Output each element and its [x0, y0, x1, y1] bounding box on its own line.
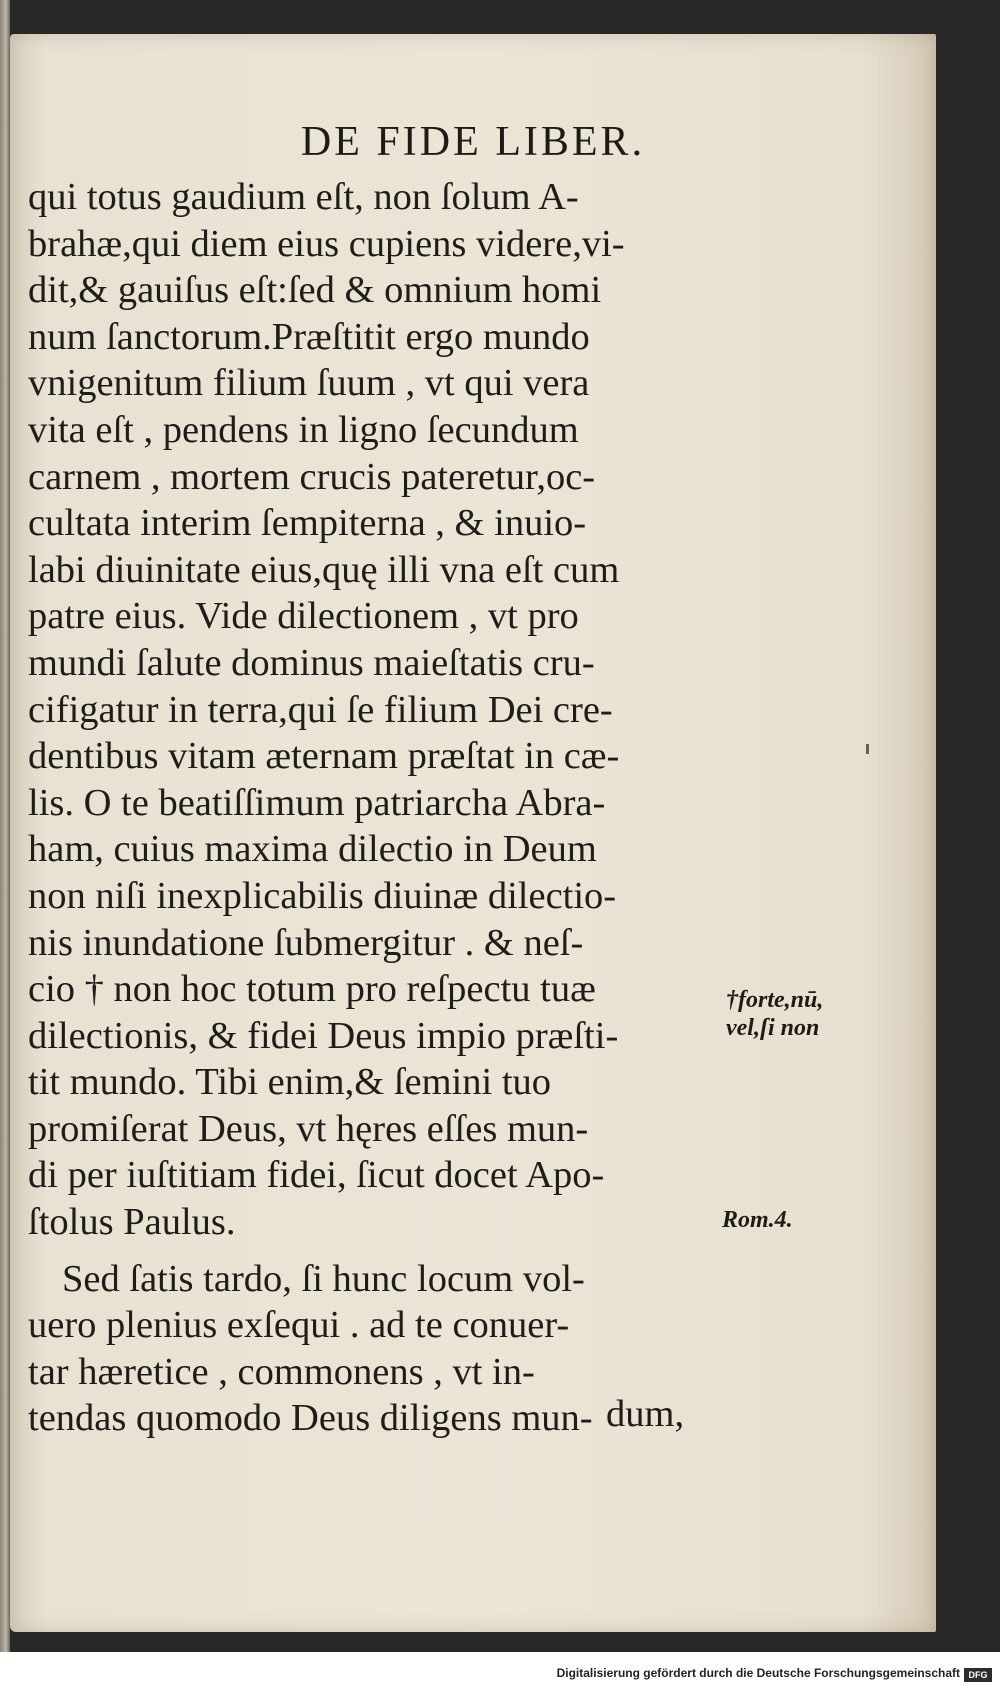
text-line: labi diuinitate eius,quę illi vna eſt cum: [28, 548, 620, 591]
text-line: uero plenius exſequi . ad te conuer-: [28, 1304, 570, 1347]
margin-note-variant: [726, 986, 823, 1042]
text-line: promiſerat Deus, vt hęres eſſes mun-: [28, 1107, 589, 1150]
text-line: cultata interim ſempiterna , & inuio-: [28, 502, 587, 545]
text-line: num ſanctorum.Præſtitit ergo mundo: [28, 315, 590, 358]
main-text: [28, 174, 748, 1442]
margin-note-line: vel,ſi non: [726, 1015, 820, 1041]
text-line: lis. O te beatiſſimum patriarcha Abra-: [28, 781, 606, 824]
text-line: dentibus vitam æternam præſtat in cæ-: [28, 735, 620, 778]
text-line: vnigenitum filium ſuum , vt qui vera: [28, 362, 590, 405]
text-line: ham, cuius maxima dilectio in Deum: [28, 828, 597, 871]
text-line: di per iuſtitiam fidei, ſicut docet Apo-: [28, 1154, 605, 1197]
text-line: carnem , mortem crucis pateretur,oc-: [28, 455, 596, 498]
ink-speck: [866, 744, 869, 754]
text-line: ſtolus Paulus.: [28, 1201, 236, 1244]
text-line: non niſi inexplicabilis diuinæ dilectio-: [28, 874, 617, 917]
margin-note-line: †forte,nū,: [726, 987, 824, 1013]
text-line: nis inundatione ſubmergitur . & neſ-: [28, 921, 584, 964]
text-line: brahæ,qui diem eius cupiens videre,vi-: [28, 222, 625, 265]
text-line: cifigatur in terra,qui ſe filium Dei cre-: [28, 688, 613, 731]
text-line: Sed ſatis tardo, ſi hunc locum vol-: [62, 1257, 585, 1300]
text-line: tar hæretice , commonens , vt in-: [28, 1350, 535, 1393]
text-line: vita eſt , pendens in ligno ſecundum: [28, 408, 579, 451]
book-edge: [0, 0, 10, 1652]
margin-note-reference: Rom.4.: [722, 1207, 793, 1233]
running-title: DE FIDE LIBER.: [300, 119, 646, 165]
text-line: mundi ſalute dominus maieſtatis cru-: [28, 641, 595, 684]
text-line: tendas quomodo Deus diligens mun-: [28, 1397, 593, 1440]
text-line: tit mundo. Tibi enim,& ſemini tuo: [28, 1061, 552, 1104]
dfg-logo: DFG: [964, 1668, 992, 1682]
text-line: dilectionis, & fidei Deus impio præſti-: [28, 1014, 619, 1057]
book-page: [10, 34, 936, 1632]
text-line: dit,& gauiſus eſt:ſed & omnium homi: [28, 269, 602, 312]
text-line: cio † non hoc totum pro reſpectu tuæ: [28, 968, 596, 1011]
catchword: dum,: [606, 1393, 685, 1435]
text-line: qui totus gaudium eſt, non ſolum A-: [28, 176, 579, 218]
funding-credit: Digitalisierung gefördert durch die Deutsche Forschungsgemeinschaft: [556, 1666, 960, 1680]
footer-bar: [0, 1652, 1000, 1690]
text-line: patre eius. Vide dilectionem , vt pro: [28, 595, 579, 638]
